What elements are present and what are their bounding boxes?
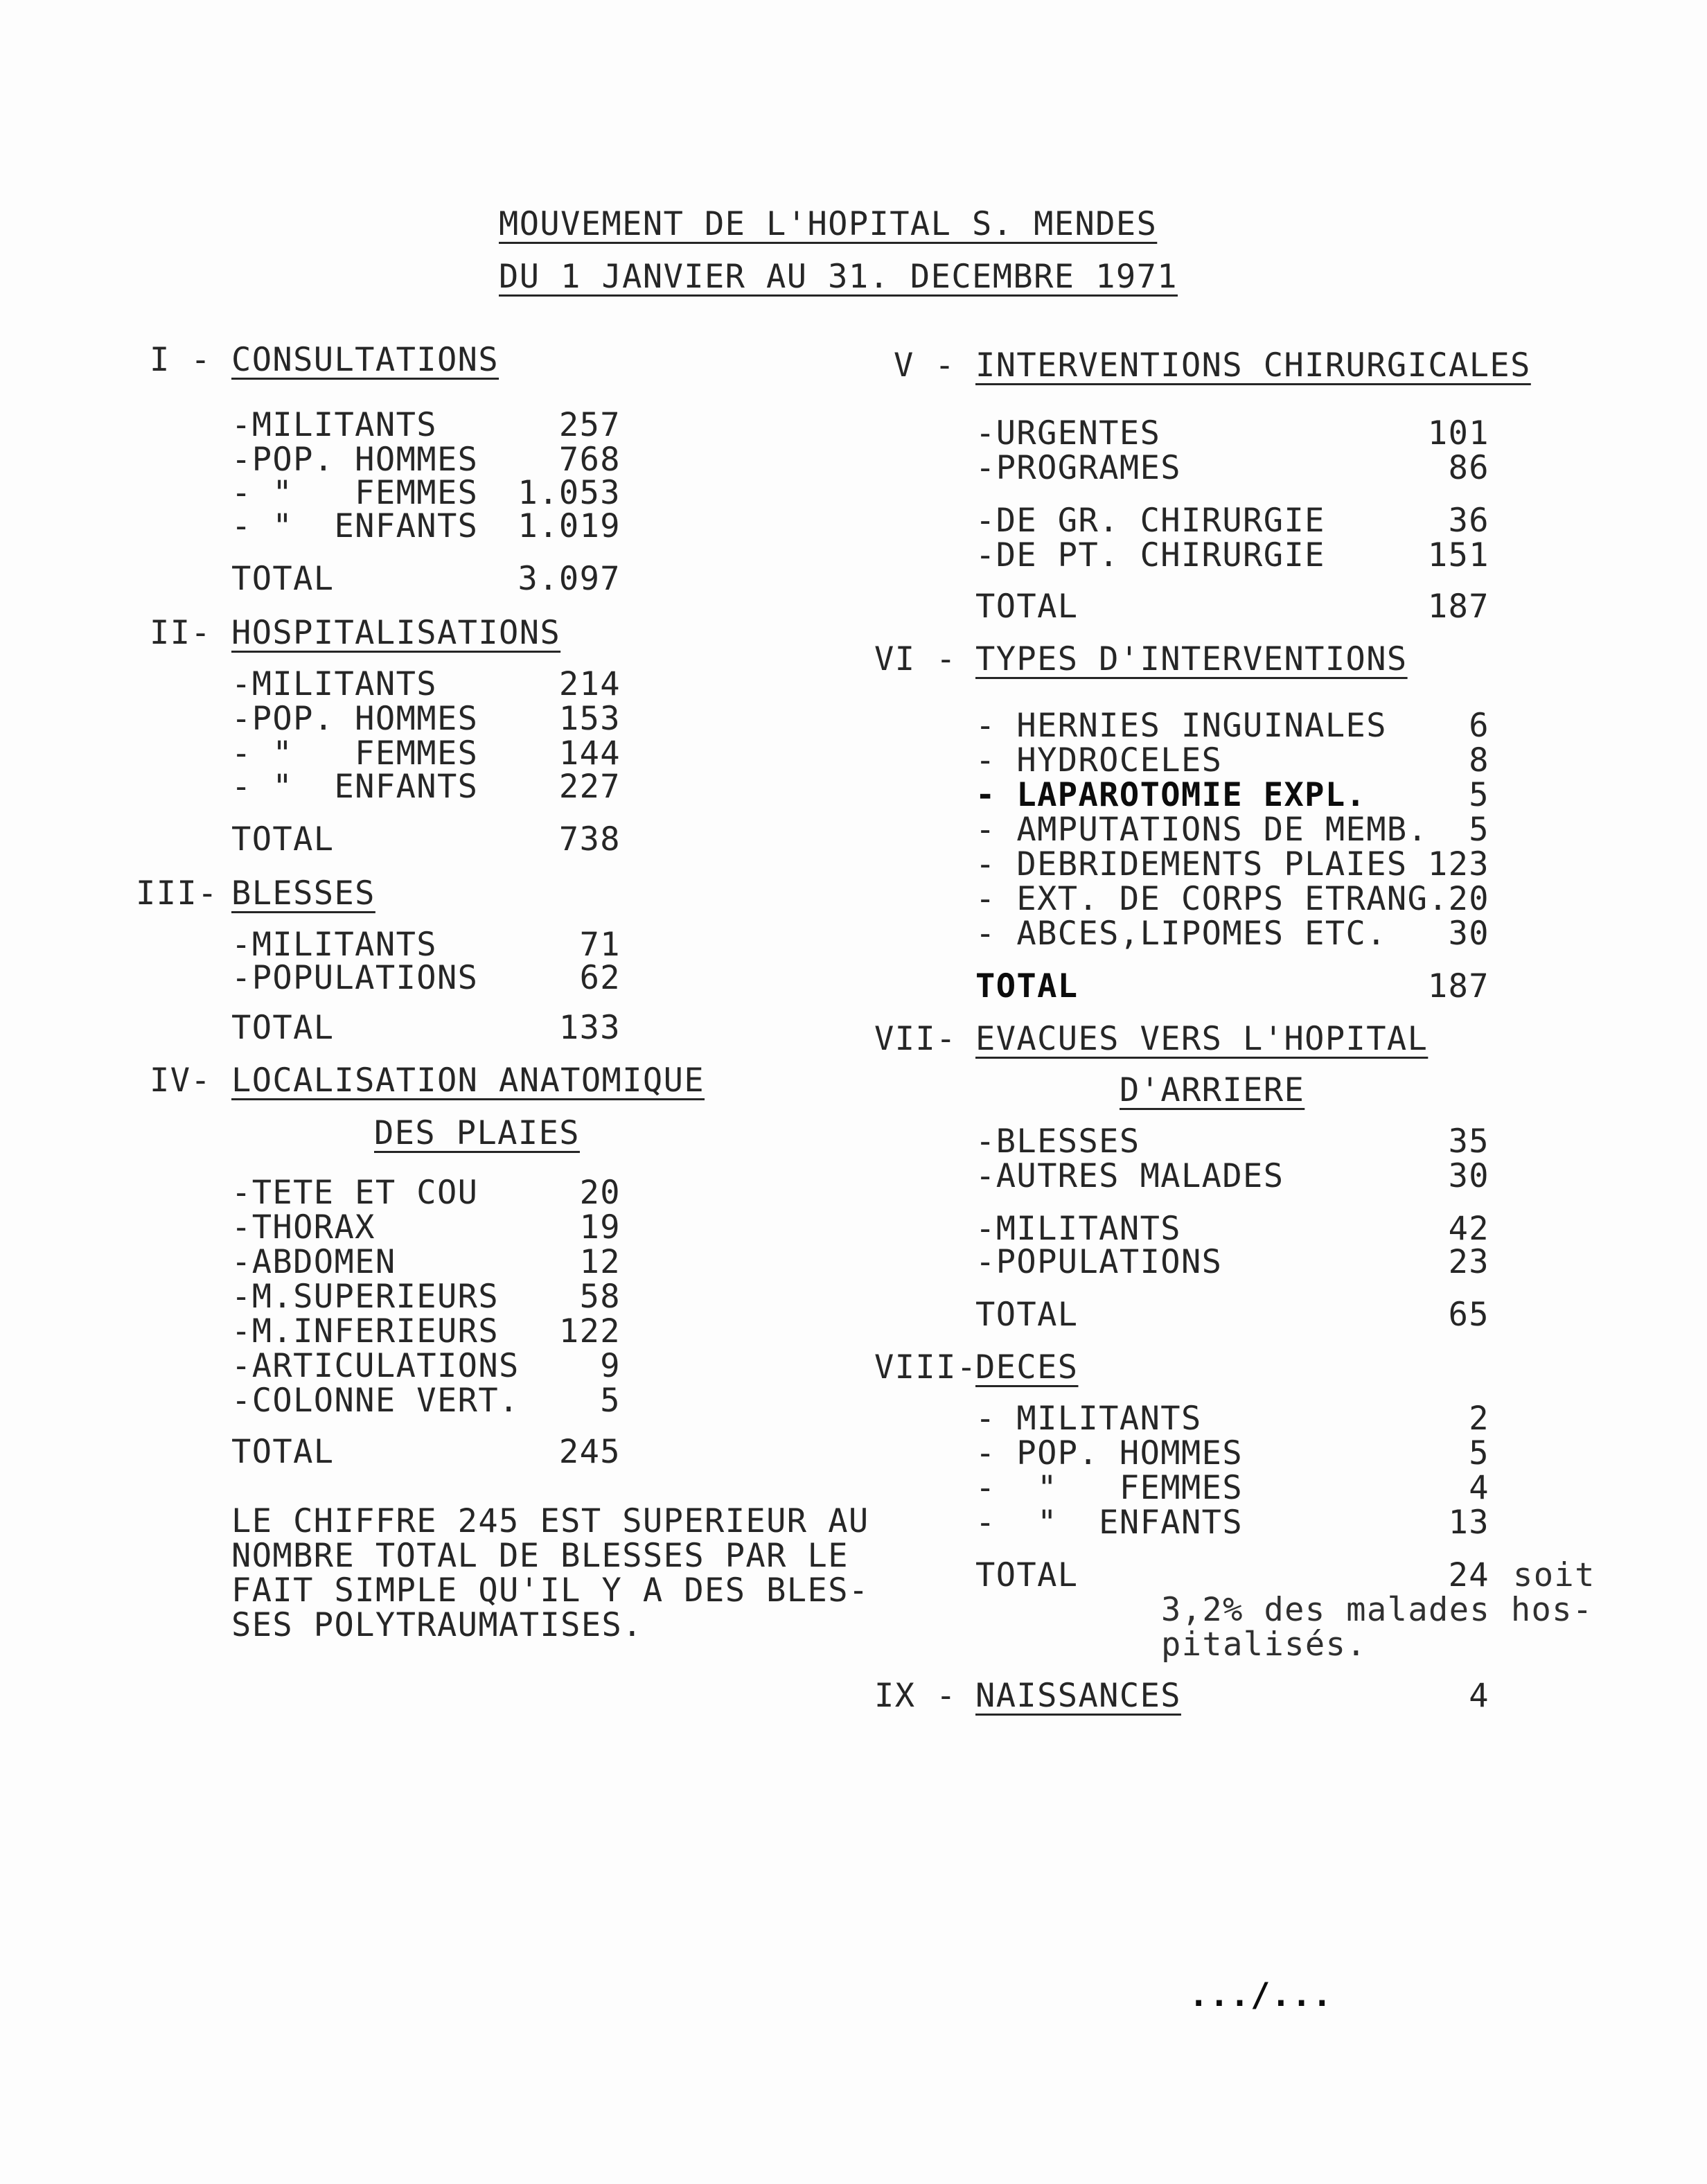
evacues-populations-value: 23 [1448, 1243, 1489, 1281]
evacues-militants-label: -MILITANTS [975, 1210, 1181, 1248]
localisation-m-inferieurs-value: 122 [558, 1312, 621, 1350]
hospitalisations-enfants-label: - " ENFANTS [231, 768, 479, 806]
consultations-enfants-value: 1.019 [518, 507, 621, 545]
interventions-gr-chirurgie-value: 36 [1448, 502, 1489, 540]
document-title: MOUVEMENT DE L'HOPITAL S. MENDES [499, 205, 1158, 243]
localisation-tete-label: -TETE ET COU [231, 1174, 479, 1212]
section-interventions-title: INTERVENTIONS CHIRURGICALES [975, 346, 1531, 385]
evacues-autres-malades-value: 30 [1448, 1157, 1489, 1195]
interventions-total-label: TOTAL [975, 588, 1079, 626]
evacues-populations-label: -POPULATIONS [975, 1243, 1223, 1281]
evacues-total-label: TOTAL [975, 1296, 1079, 1334]
blesses-total-value: 133 [558, 1009, 621, 1047]
section-consultations-numeral: I - [150, 341, 212, 379]
types-debridements-value: 123 [1427, 845, 1489, 883]
localisation-colonne-label: -COLONNE VERT. [231, 1382, 520, 1420]
evacues-autres-malades-label: -AUTRES MALADES [975, 1157, 1284, 1195]
section-localisation-subtitle: DES PLAIES [374, 1114, 580, 1152]
blesses-militants-value: 71 [579, 926, 621, 964]
types-hernies-label: - HERNIES INGUINALES [975, 707, 1387, 745]
types-hernies-value: 6 [1469, 707, 1489, 745]
section-types-title: TYPES D'INTERVENTIONS [975, 640, 1408, 678]
note-line: LE CHIFFRE 245 EST SUPERIEUR AU [231, 1502, 869, 1540]
blesses-populations-value: 62 [579, 959, 621, 997]
deces-hommes-value: 5 [1469, 1434, 1489, 1472]
localisation-colonne-value: 5 [600, 1382, 621, 1420]
deces-total-value: 24 [1448, 1556, 1489, 1594]
localisation-articulations-label: -ARTICULATIONS [231, 1347, 520, 1385]
blesses-total-label: TOTAL [231, 1009, 335, 1047]
interventions-gr-chirurgie-label: -DE GR. CHIRURGIE [975, 502, 1325, 540]
section-naissances-title: NAISSANCES [975, 1677, 1181, 1715]
section-blesses-title: BLESSES [231, 874, 375, 913]
deces-militants-label: - MILITANTS [975, 1400, 1202, 1438]
hospitalisations-militants-value: 214 [558, 665, 621, 703]
localisation-tete-value: 20 [579, 1174, 621, 1212]
interventions-pt-chirurgie-label: -DE PT. CHIRURGIE [975, 536, 1325, 574]
consultations-total-value: 3.097 [518, 560, 621, 598]
consultations-hommes-value: 768 [558, 441, 621, 479]
types-total-label: TOTAL [975, 967, 1079, 1005]
section-evacues-numeral: VII- [874, 1020, 957, 1058]
types-abces-label: - ABCES,LIPOMES ETC. [975, 915, 1387, 953]
deces-enfants-value: 13 [1448, 1504, 1489, 1542]
page-continuation-mark: .../... [1189, 1976, 1333, 2014]
interventions-urgentes-value: 101 [1427, 414, 1489, 452]
hospitalisations-total-value: 738 [558, 820, 621, 858]
types-total-value: 187 [1427, 967, 1489, 1005]
interventions-pt-chirurgie-value: 151 [1427, 536, 1489, 574]
section-types-numeral: VI - [874, 640, 957, 678]
deces-militants-value: 2 [1469, 1400, 1489, 1438]
types-laparotomie-label: - LAPAROTOMIE EXPL. [975, 776, 1367, 814]
localisation-m-superieurs-label: -M.SUPERIEURS [231, 1278, 499, 1316]
interventions-programes-value: 86 [1448, 449, 1489, 487]
consultations-enfants-label: - " ENFANTS [231, 507, 479, 545]
localisation-abdomen-value: 12 [579, 1243, 621, 1281]
section-localisation-numeral: IV- [150, 1062, 212, 1100]
localisation-m-inferieurs-label: -M.INFERIEURS [231, 1312, 499, 1350]
hospitalisations-enfants-value: 227 [558, 768, 621, 806]
hospitalisations-hommes-label: -POP. HOMMES [231, 700, 479, 738]
localisation-total-value: 245 [558, 1433, 621, 1471]
blesses-populations-label: -POPULATIONS [231, 959, 479, 997]
deces-total-label: TOTAL [975, 1556, 1079, 1594]
interventions-total-value: 187 [1427, 588, 1489, 626]
localisation-abdomen-label: -ABDOMEN [231, 1243, 396, 1281]
section-naissances-numeral: IX - [874, 1677, 957, 1715]
consultations-hommes-label: -POP. HOMMES [231, 441, 479, 479]
types-corps-etrangers-value: 20 [1448, 880, 1489, 918]
deces-hommes-label: - POP. HOMMES [975, 1434, 1244, 1472]
evacues-total-value: 65 [1448, 1296, 1489, 1334]
consultations-militants-label: -MILITANTS [231, 406, 437, 444]
interventions-programes-label: -PROGRAMES [975, 449, 1181, 487]
localisation-thorax-value: 19 [579, 1208, 621, 1247]
deces-total-suffix: soit [1513, 1556, 1595, 1594]
note-line: FAIT SIMPLE QU'IL Y A DES BLES- [231, 1571, 869, 1610]
hospitalisations-total-label: TOTAL [231, 820, 335, 858]
blesses-militants-label: -MILITANTS [231, 926, 437, 964]
naissances-value: 4 [1469, 1677, 1489, 1715]
section-evacues-title: EVACUES VERS L'HOPITAL [975, 1020, 1429, 1058]
deces-remark-line: pitalisés. [1161, 1626, 1367, 1664]
section-evacues-subtitle: D'ARRIERE [1120, 1071, 1305, 1109]
deces-remark-line: 3,2% des malades hos- [1161, 1591, 1593, 1629]
localisation-m-superieurs-value: 58 [579, 1278, 621, 1316]
section-localisation-title: LOCALISATION ANATOMIQUE [231, 1062, 705, 1100]
types-debridements-label: - DEBRIDEMENTS PLAIES [975, 845, 1408, 883]
types-amputations-label: - AMPUTATIONS DE MEMB. [975, 811, 1429, 849]
section-deces-numeral: VIII- [874, 1348, 978, 1386]
types-abces-value: 30 [1448, 915, 1489, 953]
evacues-militants-value: 42 [1448, 1210, 1489, 1248]
section-blesses-numeral: III- [136, 874, 218, 913]
types-corps-etrangers-label: - EXT. DE CORPS ETRANG. [975, 880, 1449, 918]
hospitalisations-hommes-value: 153 [558, 700, 621, 738]
consultations-femmes-label: - " FEMMES [231, 474, 479, 512]
deces-femmes-label: - " FEMMES [975, 1469, 1244, 1507]
interventions-urgentes-label: -URGENTES [975, 414, 1161, 452]
deces-femmes-value: 4 [1469, 1469, 1489, 1507]
evacues-blesses-value: 35 [1448, 1122, 1489, 1161]
hospitalisations-femmes-label: - " FEMMES [231, 734, 479, 773]
localisation-thorax-label: -THORAX [231, 1208, 375, 1247]
section-hospitalisations-numeral: II- [150, 614, 212, 652]
localisation-total-label: TOTAL [231, 1433, 335, 1471]
deces-enfants-label: - " ENFANTS [975, 1504, 1244, 1542]
evacues-blesses-label: -BLESSES [975, 1122, 1140, 1161]
hospitalisations-militants-label: -MILITANTS [231, 665, 437, 703]
note-line: SES POLYTRAUMATISES. [231, 1606, 643, 1644]
types-hydroceles-value: 8 [1469, 741, 1489, 780]
consultations-total-label: TOTAL [231, 560, 335, 598]
localisation-articulations-value: 9 [600, 1347, 621, 1385]
types-amputations-value: 5 [1469, 811, 1489, 849]
types-laparotomie-value: 5 [1469, 776, 1489, 814]
consultations-militants-value: 257 [558, 406, 621, 444]
section-consultations-title: CONSULTATIONS [231, 341, 499, 379]
section-deces-title: DECES [975, 1348, 1079, 1386]
note-line: NOMBRE TOTAL DE BLESSES PAR LE [231, 1537, 849, 1575]
types-hydroceles-label: - HYDROCELES [975, 741, 1223, 780]
section-interventions-numeral: V - [894, 346, 956, 385]
section-hospitalisations-title: HOSPITALISATIONS [231, 614, 561, 652]
hospitalisations-femmes-value: 144 [558, 734, 621, 773]
document-period: DU 1 JANVIER AU 31. DECEMBRE 1971 [499, 258, 1178, 296]
consultations-femmes-value: 1.053 [518, 474, 621, 512]
